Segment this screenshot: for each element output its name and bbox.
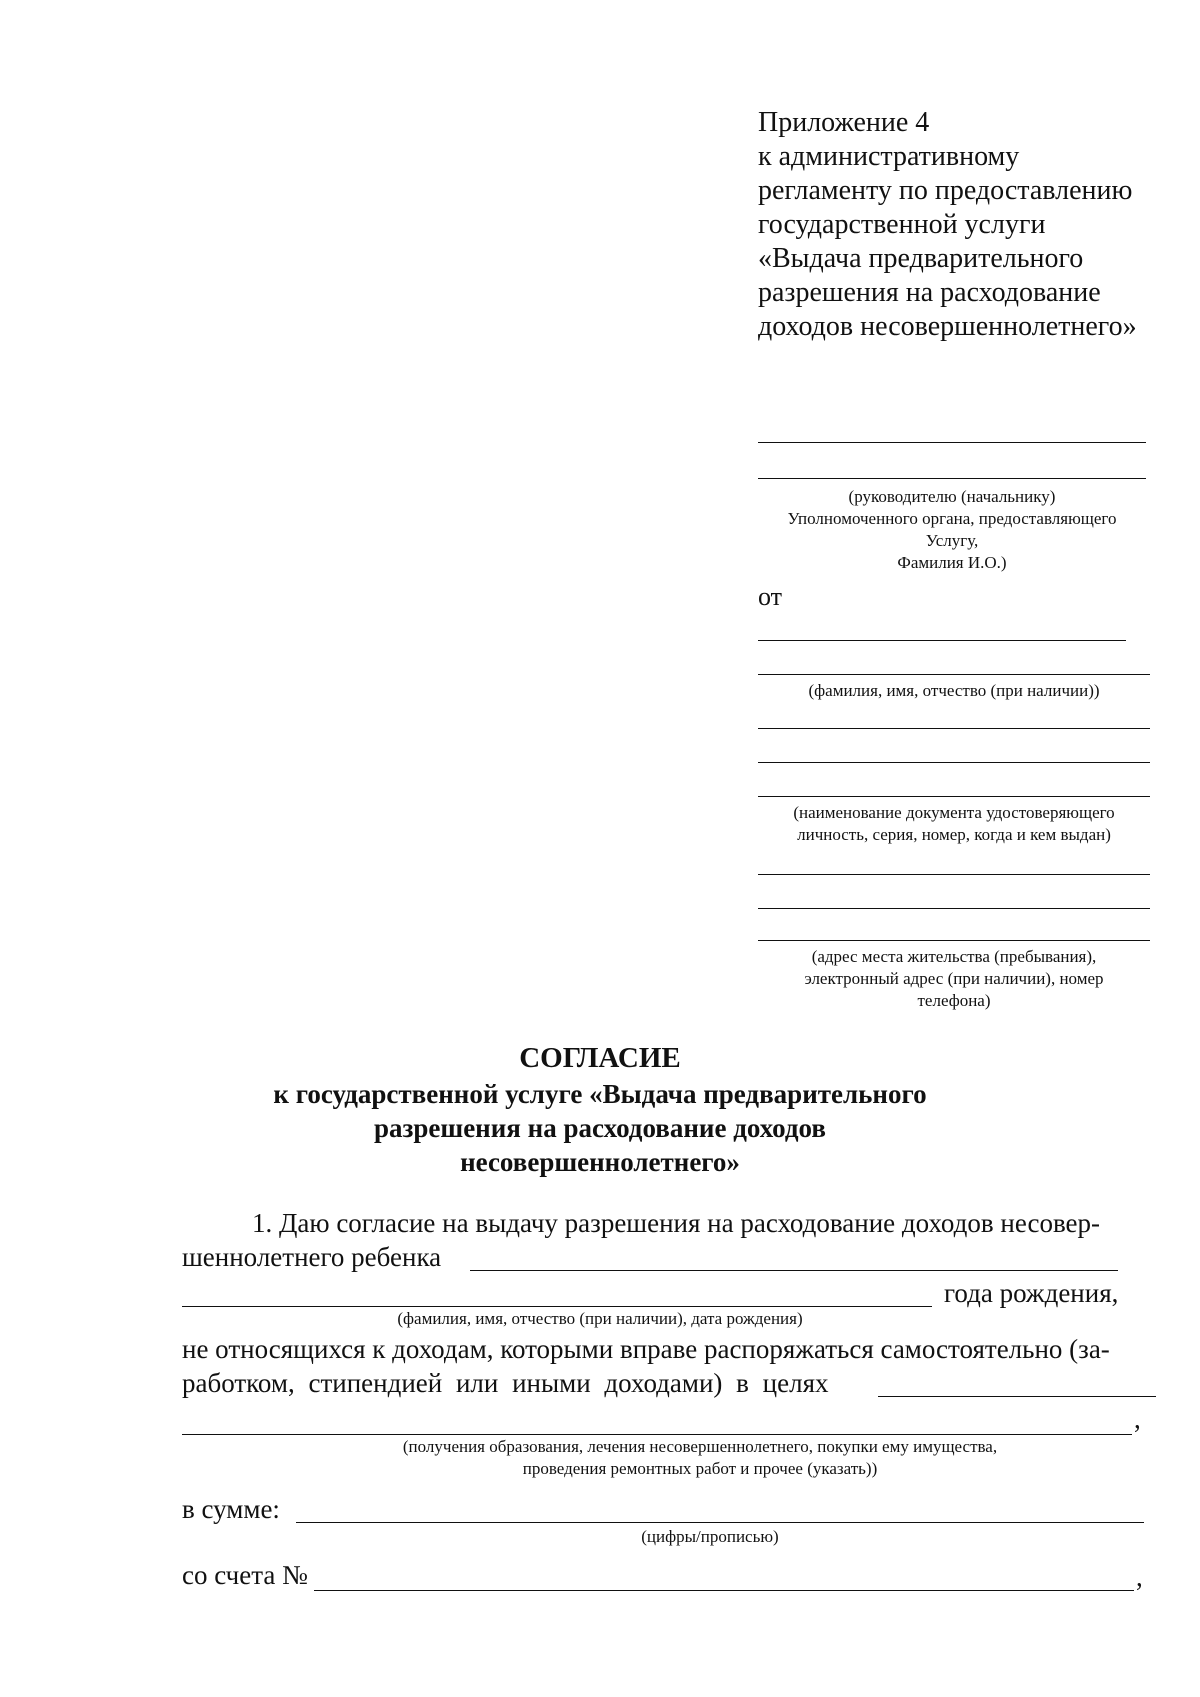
appendix-line: регламенту по предоставлению (758, 175, 1133, 206)
purpose-caption: (получения образования, лечения несовершеннолетнего, покупки ему имущества, (402, 1437, 998, 1456)
id-document-line[interactable] (758, 728, 1150, 729)
account-line[interactable] (314, 1590, 1134, 1591)
applicant-name-line[interactable] (758, 640, 1126, 641)
appendix-line: к административному (758, 141, 1020, 172)
id-document-caption: (наименование документа удостоверяющего (793, 803, 1115, 822)
sum-line[interactable] (296, 1522, 1144, 1523)
name-caption: (фамилия, имя, отчество (при наличии)) (808, 681, 1100, 700)
from-label: от (758, 582, 783, 611)
id-document-line[interactable] (758, 796, 1150, 797)
id-document-caption: личность, серия, номер, когда и кем выдан) (797, 825, 1111, 844)
sum-label: в сумме: (182, 1494, 280, 1524)
child-name-line[interactable] (470, 1270, 1118, 1271)
birth-suffix: года рождения, (944, 1278, 1119, 1308)
title-subline: разрешения на расходование доходов (374, 1113, 826, 1143)
paragraph-line: не относящихся к доходам, которыми вправе распоряжаться самостоятельно (за- (182, 1334, 1110, 1364)
addressee-caption: (руководителю (начальнику) (848, 487, 1056, 506)
address-line[interactable] (758, 874, 1150, 875)
title-main: СОГЛАСИЕ (519, 1042, 681, 1074)
purpose-caption: проведения ремонтных работ и прочее (указать)) (522, 1459, 878, 1478)
addressee-caption: Уполномоченного органа, предоставляющего (787, 509, 1117, 528)
purpose-line[interactable] (182, 1434, 1132, 1435)
appendix-line: государственной услуги (758, 209, 1046, 240)
account-label: со счета № (182, 1560, 308, 1590)
child-name-line[interactable] (182, 1306, 932, 1307)
paragraph-line: шеннолетнего ребенка (182, 1242, 442, 1272)
address-line[interactable] (758, 940, 1150, 941)
purpose-line[interactable] (878, 1396, 1156, 1397)
addressee-field-line[interactable] (758, 442, 1146, 443)
address-caption: телефона) (917, 991, 991, 1010)
comma: , (1136, 1562, 1143, 1592)
paragraph-line: работком, стипендией или иными доходами) в целях (182, 1368, 829, 1398)
title-subline: несовершеннолетнего» (460, 1147, 740, 1177)
child-caption: (фамилия, имя, отчество (при наличии), дата рождения) (397, 1309, 803, 1328)
appendix-line: доходов несовершеннолетнего» (758, 311, 1137, 342)
id-document-line[interactable] (758, 762, 1150, 763)
appendix-line: Приложение 4 (758, 107, 930, 138)
addressee-caption: Услугу, (925, 531, 979, 550)
appendix-line: «Выдача предварительного (758, 243, 1084, 274)
appendix-line: разрешения на расходование (758, 277, 1101, 308)
paragraph-line: 1. Даю согласие на выдачу разрешения на расходование доходов несовер- (252, 1208, 1101, 1238)
address-line[interactable] (758, 908, 1150, 909)
sum-caption: (цифры/прописью) (641, 1527, 779, 1546)
addressee-field-line[interactable] (758, 478, 1146, 479)
applicant-name-line[interactable] (758, 674, 1150, 675)
comma: , (1134, 1404, 1141, 1434)
address-caption: электронный адрес (при наличии), номер (804, 969, 1104, 988)
title-subline: к государственной услуге «Выдача предварительного (273, 1079, 927, 1109)
address-caption: (адрес места жительства (пребывания), (811, 947, 1097, 966)
addressee-caption: Фамилия И.О.) (897, 553, 1007, 572)
